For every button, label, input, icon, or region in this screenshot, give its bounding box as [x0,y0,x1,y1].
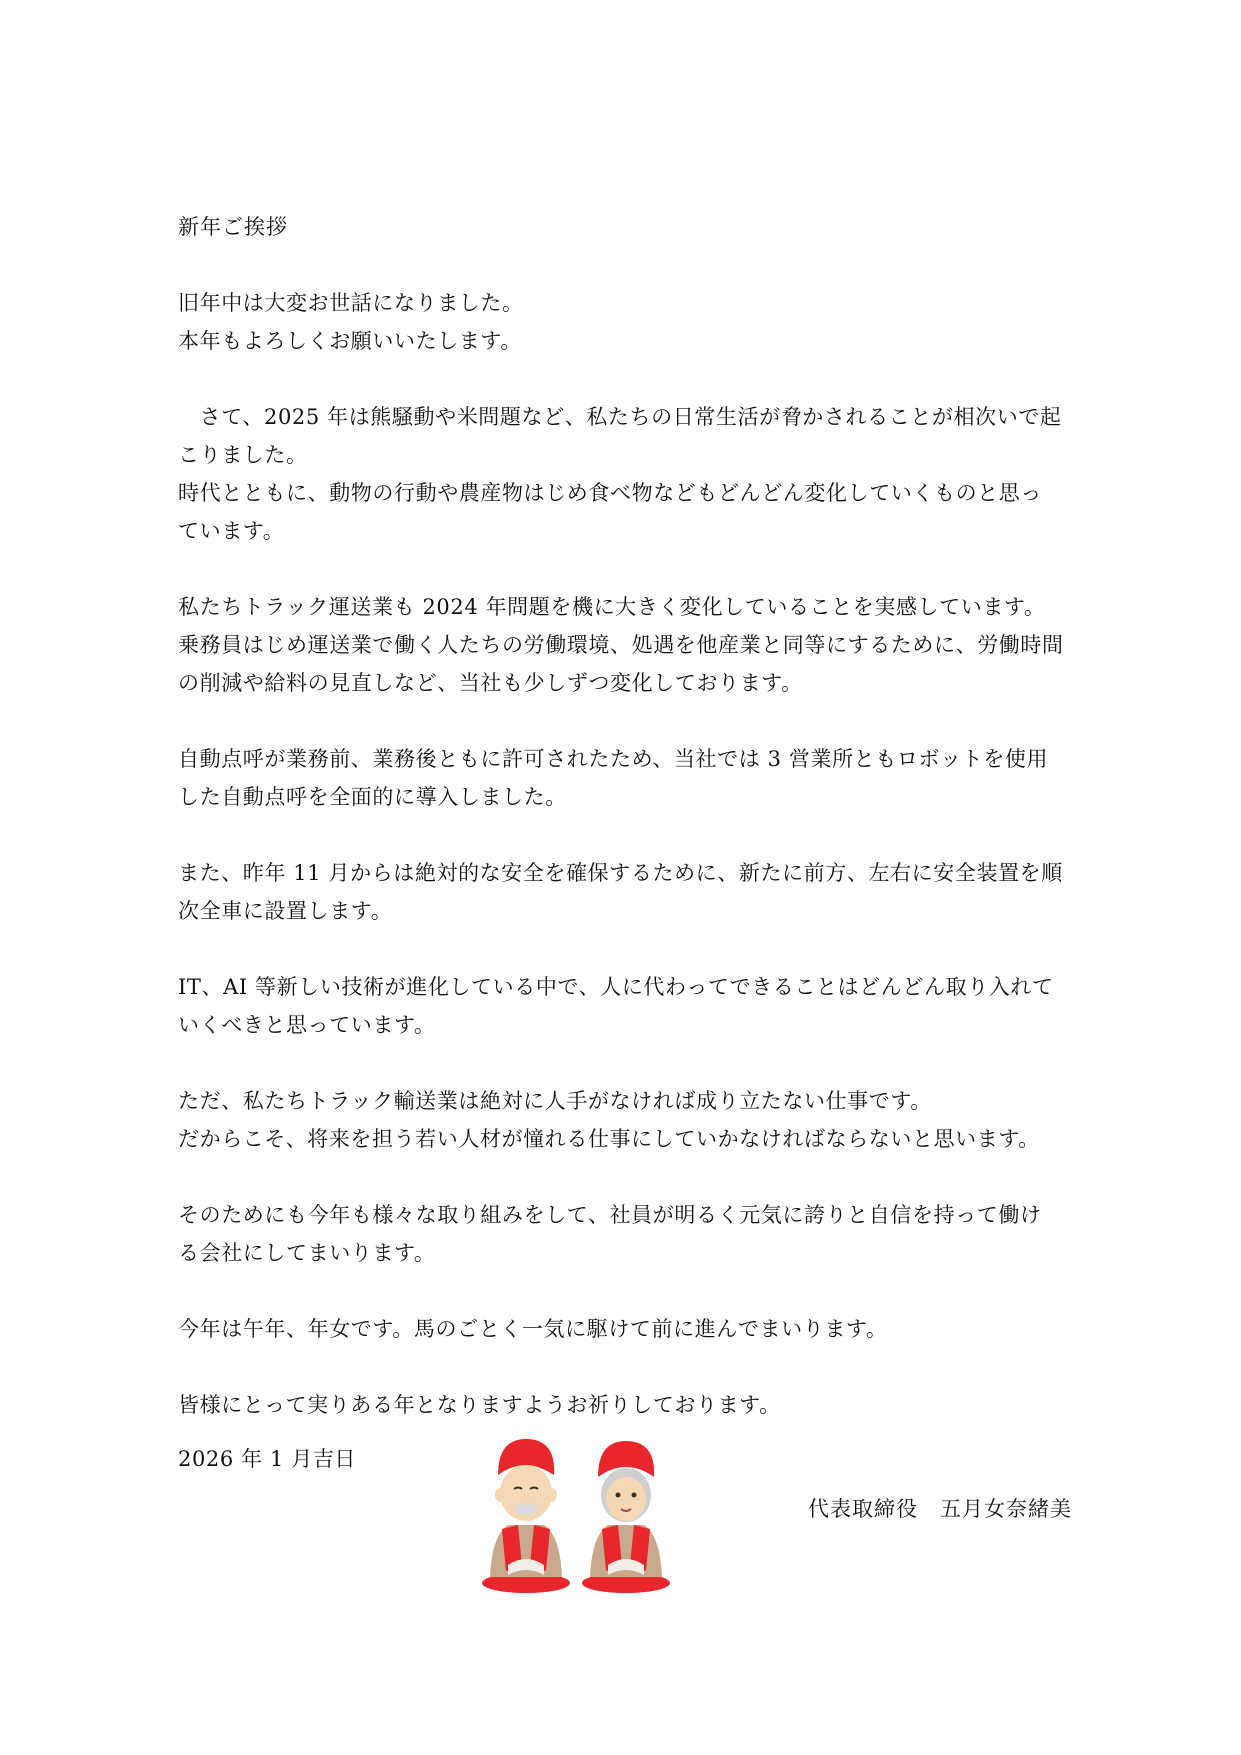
paragraph-line: 今年は午年、年女です。馬のごとく一気に駆けて前に進んでまいります。 [178,1317,888,1341]
paragraph-gap [178,1044,1068,1082]
letter-paragraph [178,1386,1068,1424]
letter-body [178,284,1068,1424]
paragraph-line: そのためにも今年も様々な取り組みをして、社員が明るく元気に誇りと自信を持って働け [178,1203,1042,1227]
paragraph-line: 旧年中は大変お世話になりました。 [178,291,524,315]
paragraph-line: 時代とともに、動物の行動や農産物はじめ食べ物などもどんどん変化していくものと思っ [178,481,1042,505]
elderly-couple-red-hats-icon [478,1425,678,1595]
grandmother-figure [582,1441,670,1593]
paragraph-line: ただ、私たちトラック輸送業は絶対に人手がなければ成り立たない仕事です。 [178,1089,932,1113]
paragraph-gap [178,816,1068,854]
grandfather-figure [482,1439,570,1593]
paragraph-gap [178,1158,1068,1196]
paragraph-line: 自動点呼が業務前、業務後ともに許可されたため、当社では 3 営業所ともロボットを使用 [178,747,1049,771]
paragraph-gap [178,702,1068,740]
paragraph-line: 乗務員はじめ運送業で働く人たちの労働環境、処遇を他産業と同等にするために、労働時間 [178,633,1064,657]
letter-paragraph [178,968,1068,1044]
paragraph-line: いくべきと思っています。 [178,1013,436,1037]
letter-paragraph [178,284,1068,360]
paragraph-line: 本年もよろしくお願いいたします。 [178,329,522,353]
letter-date: 2026 年 1 月吉日 [178,1447,357,1471]
paragraph-line: IT、AI 等新しい技術が進化している中で、人に代わってできることはどんどん取り入れて [178,975,1054,999]
letter-paragraph [178,398,1068,550]
paragraph-line: また、昨年 11 月からは絶対的な安全を確保するために、新たに前方、左右に安全装置を順 [178,861,1063,885]
letter-paragraph [178,854,1068,930]
paragraph-gap [178,1272,1068,1310]
paragraph-line: の削減や給料の見直しなど、当社も少しずつ変化しております。 [178,671,803,695]
paragraph-line: した自動点呼を全面的に導入しました。 [178,785,567,809]
paragraph-gap [178,550,1068,588]
paragraph-gap [178,1348,1068,1386]
paragraph-line: だからこそ、将来を担う若い人材が憧れる仕事にしていかなければならないと思います。 [178,1127,1040,1151]
letter-paragraph [178,588,1068,702]
letter-paragraph [178,1082,1068,1158]
letter-paragraph [178,1310,1068,1348]
paragraph-gap [178,930,1068,968]
paragraph-gap [178,360,1068,398]
paragraph-line: さて、2025 年は熊騒動や米問題など、私たちの日常生活が脅かされることが相次いで起 [178,405,1062,429]
paragraph-line: こりました。 [178,443,308,467]
letter-paragraph [178,740,1068,816]
paragraph-line: 私たちトラック運送業も 2024 年問題を機に大きく変化していることを実感しています。 [178,595,1046,619]
letter-paragraph [178,1196,1068,1272]
paragraph-line: る会社にしてまいります。 [178,1241,436,1265]
paragraph-line: 皆様にとって実りある年となりますようお祈りしております。 [178,1393,781,1417]
letter-title: 新年ご挨拶 [178,215,288,239]
paragraph-line: 次全車に設置します。 [178,899,393,923]
paragraph-line: ています。 [178,519,285,543]
letter-signature: 代表取締役 五月女奈緒美 [808,1497,1072,1521]
